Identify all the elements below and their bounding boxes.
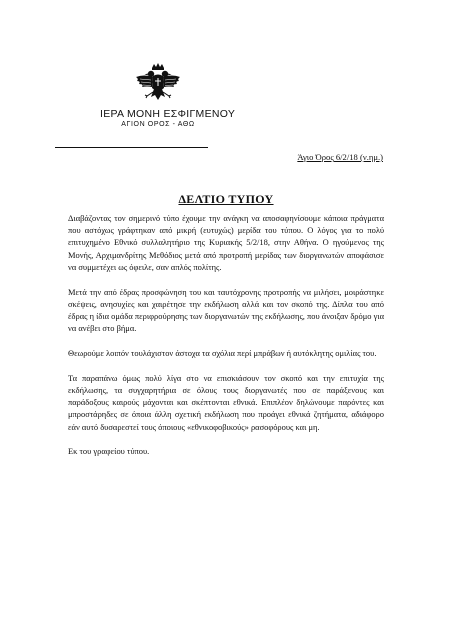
monastery-name: ΙΕΡΑ ΜΟΝΗ ΕΣΦΙΓΜΕΝΟΥ: [100, 108, 236, 120]
body-paragraph: Μετά την από έδρας προσφώνηση του και ταυτόχρονης προτροπής να μιλήσει, μοιράστηκε σκέψεις, ανησυχίες και χαιρέτησε την εκδήλωση αλλά και τον σκοπό της. Δίπλα του από έδρας η ίδια ομάδα περιφρούρησης των διοργανωτών της εκδήλωσης, που άνοιξαν δρόμο για να ανέβει στο βήμα.: [68, 286, 384, 334]
dateline: Άγιο Όρος 6/2/18 (ν.ημ.): [297, 152, 383, 162]
letterhead-divider: [55, 147, 208, 148]
document-title: ΔΕΛΤΙΟ ΤΥΠΟΥ: [178, 192, 274, 206]
letterhead: [100, 62, 236, 128]
closing-signature: Εκ του γραφείου τύπου.: [68, 446, 150, 457]
monastery-location: ΑΓΙΟΝ ΟΡΟΣ - ΑΘΩ: [121, 121, 195, 128]
body-paragraph: Τα παραπάνω όμως πολύ λίγα στο να επισκιάσουν τον σκοπό και την επιτυχία της εκδήλωσης, τα συγχαρητήρια σε όλους τους διοργανωτές που σε παράξενους και παράδοξους καιρούς μάχονται και σκέπτονται εθνικά. Επιπλέον δηλώνουμε παρόντες και μπροστάρηδες σε όποια άλλη σχετική εκδήλωση που προάγει εθνικά ζητήματα, αδιάφορο εάν αυτό δυσαρεστεί τους όποιους «εθνικοφοβικούς» ρασοφόρους και μη.: [68, 372, 384, 432]
body-paragraph: Διαβάζοντας τον σημερινό τύπο έχουμε την ανάγκη να αποσαφηνίσουμε κάποια πράγματα που αστόχως γράφτηκαν από μικρή (ευτυχώς) μερίδα του τύπου. Ο λόγος για το πολύ επιτυχημένο Εθνικό συλλαλητήριο της Κυριακής 5/2/18, στην Αθήνα. Ο ηγούμενος της Μονής, Αρχιμανδρίτης Μεθόδιος μετά από προτροπή μερίδας των διοργανωτών αποφάσισε να συμμετέχει ως όφειλε, σαν απλός πολίτης.: [68, 213, 384, 272]
double-headed-eagle-icon: [132, 62, 184, 104]
press-release-body: [68, 212, 384, 470]
body-paragraph: Θεωρούμε λοιπόν τουλάχιστον άστοχα τα σχόλια περί μπράβων ή αυτόκλητης ομιλίας του.: [68, 348, 377, 359]
